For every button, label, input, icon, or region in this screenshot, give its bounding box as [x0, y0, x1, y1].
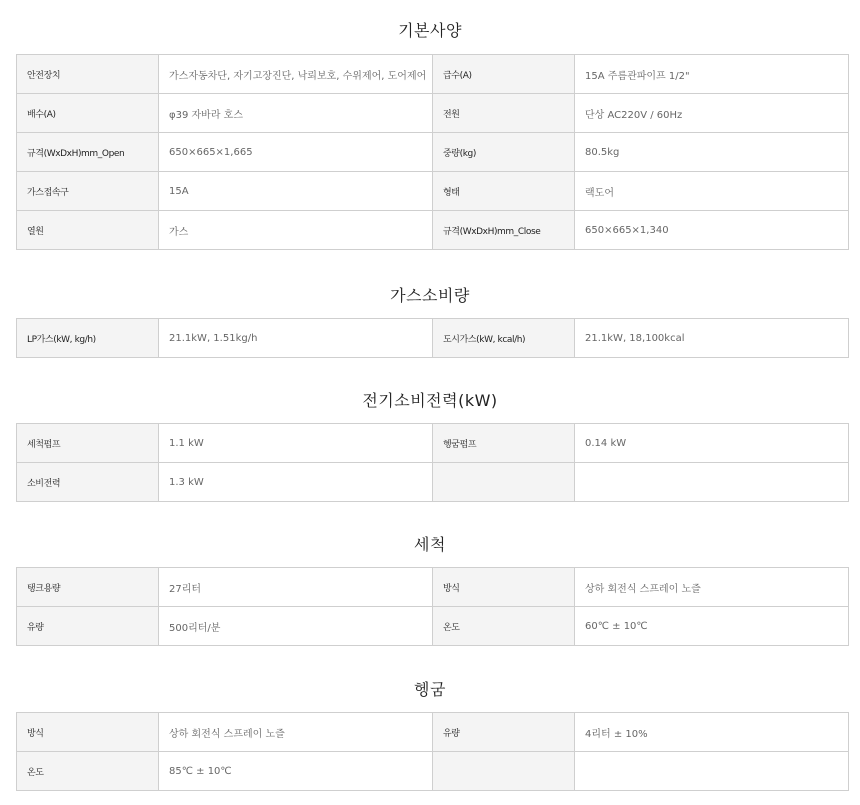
spec-value-empty: [575, 463, 849, 502]
table-row: [17, 94, 849, 133]
spec-label: LP가스(kW, kg/h): [17, 319, 159, 358]
table-row: [17, 172, 849, 211]
spec-label: 가스접속구: [17, 172, 159, 211]
spec-label: 형태: [433, 172, 575, 211]
spec-table-power: [16, 423, 849, 502]
section-title-basic: 기본사양: [398, 21, 462, 40]
spec-label: 온도: [17, 752, 159, 791]
spec-value: 1.1 kW: [159, 424, 433, 463]
spec-label: 급수(A): [433, 55, 575, 94]
table-row: [17, 211, 849, 250]
section-title-gas: 가스소비량: [390, 286, 470, 305]
spec-label: 도시가스(kW, kcal/h): [433, 319, 575, 358]
spec-label: 탱크용량: [17, 568, 159, 607]
spec-table-basic: [16, 54, 849, 250]
table-row: [17, 463, 849, 502]
spec-label: 헹굼펌프: [433, 424, 575, 463]
spec-value: 60℃ ± 10℃: [575, 607, 849, 646]
section-title-rinse: 헹굼: [414, 680, 446, 699]
spec-value: 상하 회전식 스프레이 노즐: [159, 713, 433, 752]
spec-value: 85℃ ± 10℃: [159, 752, 433, 791]
spec-value: 21.1kW, 18,100kcal: [575, 319, 849, 358]
section-title-wash: 세척: [414, 535, 446, 554]
spec-value: 가스: [159, 211, 433, 250]
table-row: [17, 424, 849, 463]
spec-label-empty: [433, 463, 575, 502]
spec-value: 상하 회전식 스프레이 노즐: [575, 568, 849, 607]
table-row: [17, 607, 849, 646]
spec-value: 500리터/분: [159, 607, 433, 646]
spec-label: 안전장치: [17, 55, 159, 94]
spec-table-rinse: [16, 712, 849, 791]
spec-value: 단상 AC220V / 60Hz: [575, 94, 849, 133]
spec-label: 유량: [17, 607, 159, 646]
spec-value: 4리터 ± 10%: [575, 713, 849, 752]
spec-label: 중량(kg): [433, 133, 575, 172]
spec-label: 규격(WxDxH)mm_Close: [433, 211, 575, 250]
spec-label: 온도: [433, 607, 575, 646]
spec-value: 1.3 kW: [159, 463, 433, 502]
section-title-power: 전기소비전력(kW): [362, 391, 498, 410]
spec-label: 배수(A): [17, 94, 159, 133]
spec-label: 전원: [433, 94, 575, 133]
table-row: [17, 133, 849, 172]
spec-value: 80.5kg: [575, 133, 849, 172]
spec-label: 유량: [433, 713, 575, 752]
spec-value: 15A: [159, 172, 433, 211]
spec-label: 규격(WxDxH)mm_Open: [17, 133, 159, 172]
spec-label-empty: [433, 752, 575, 791]
table-row: [17, 752, 849, 791]
spec-label: 방식: [433, 568, 575, 607]
spec-label: 방식: [17, 713, 159, 752]
table-row: [17, 55, 849, 94]
table-row: [17, 568, 849, 607]
spec-label: 소비전력: [17, 463, 159, 502]
spec-value: 21.1kW, 1.51kg/h: [159, 319, 433, 358]
spec-value: 가스자동차단, 자기고장진단, 낙뢰보호, 수위제어, 도어제어: [159, 55, 433, 94]
table-row: [17, 319, 849, 358]
spec-value: 650×665×1,665: [159, 133, 433, 172]
spec-value: 0.14 kW: [575, 424, 849, 463]
spec-table-wash: [16, 567, 849, 646]
spec-value: 랙도어: [575, 172, 849, 211]
spec-label: 열원: [17, 211, 159, 250]
spec-value: 15A 주름관파이프 1/2": [575, 55, 849, 94]
spec-label: 세척펌프: [17, 424, 159, 463]
spec-value: 27리터: [159, 568, 433, 607]
spec-value-empty: [575, 752, 849, 791]
table-row: [17, 713, 849, 752]
spec-value: φ39 자바라 호스: [159, 94, 433, 133]
spec-table-gas: [16, 318, 849, 358]
spec-value: 650×665×1,340: [575, 211, 849, 250]
